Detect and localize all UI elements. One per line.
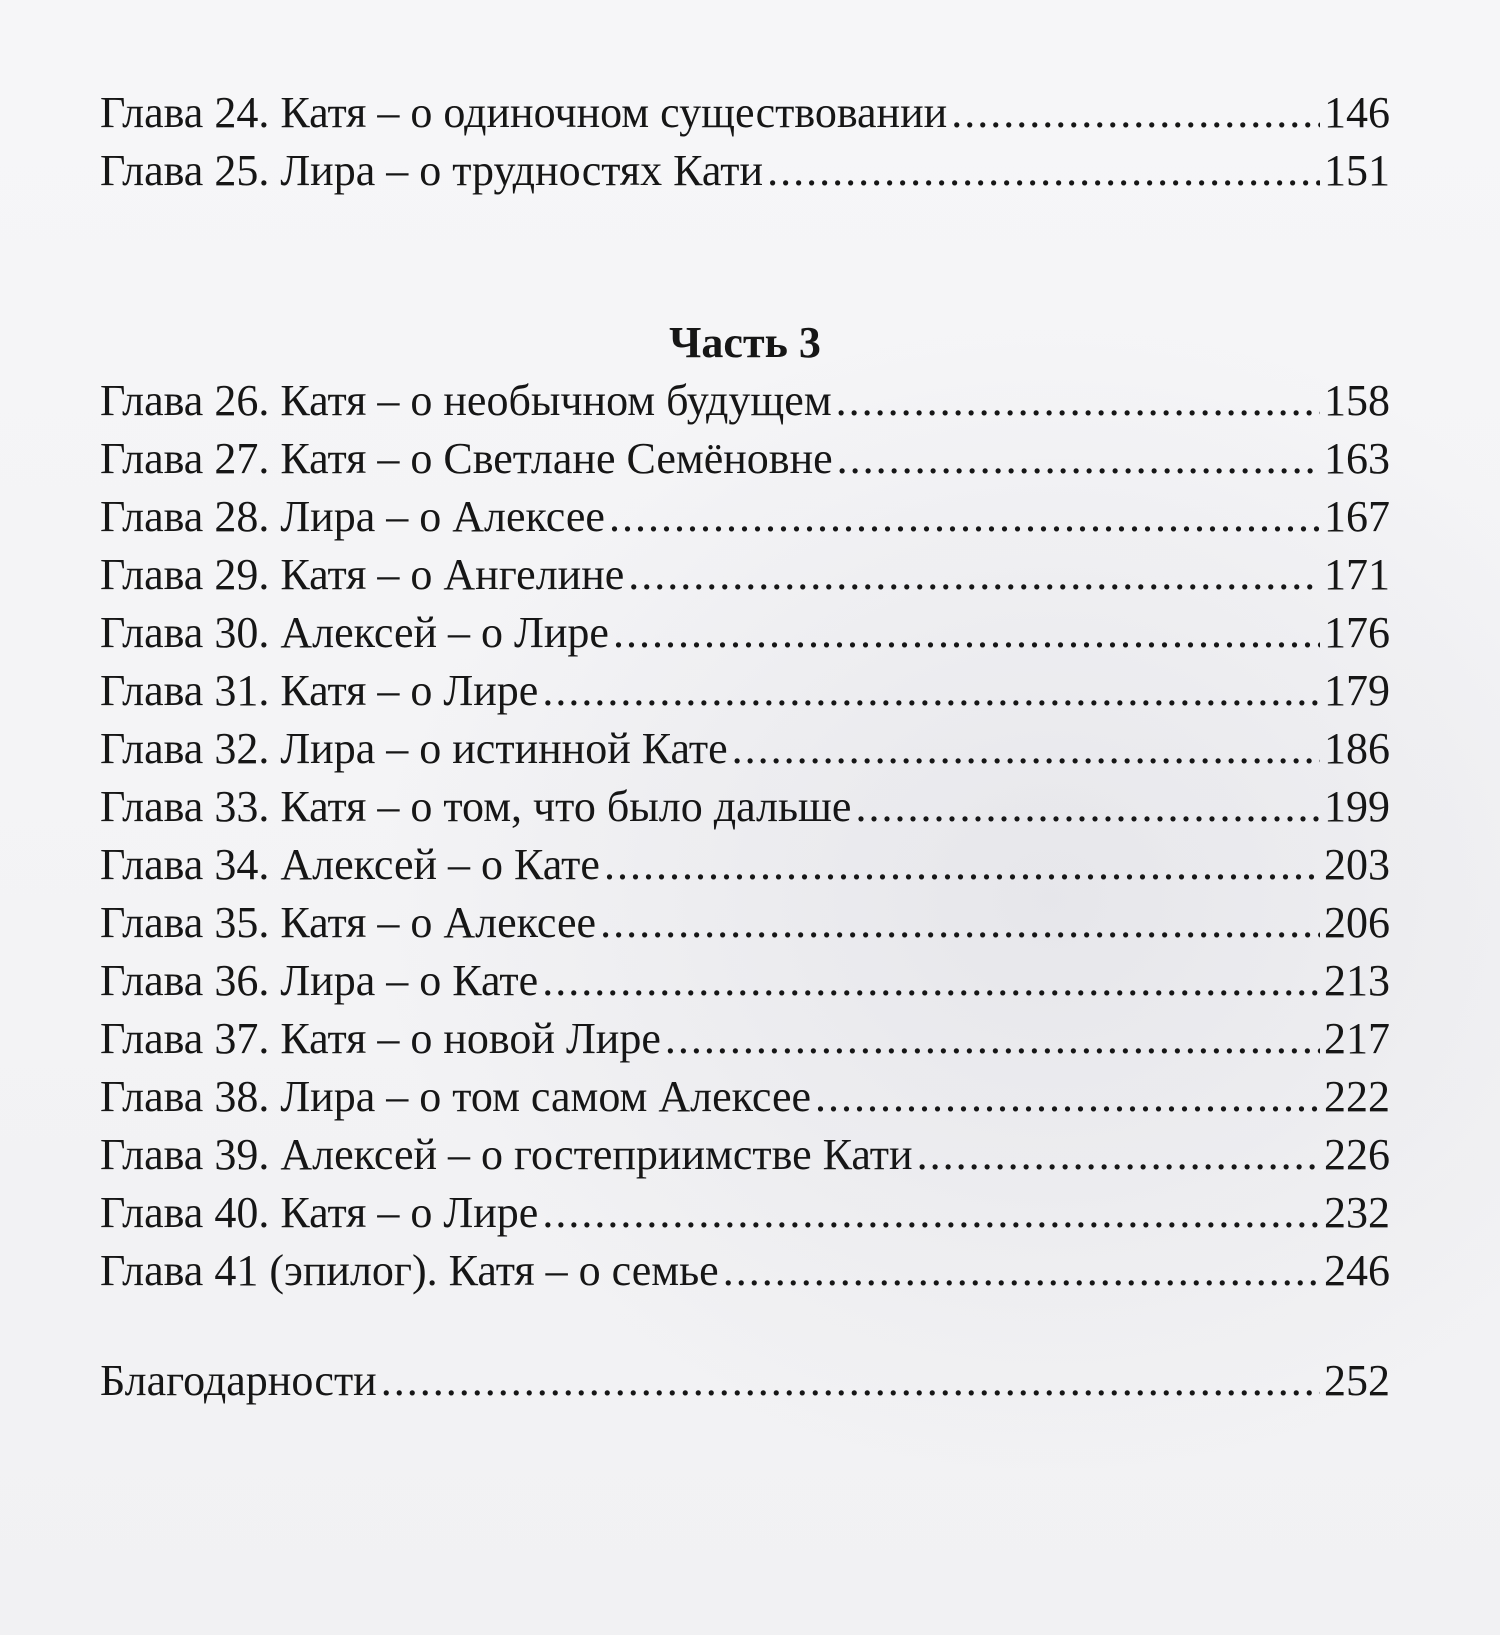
toc-dot-leader	[732, 720, 1320, 778]
toc-entry-title: Глава 26. Катя – о необычном будущем	[100, 376, 832, 425]
toc-entry-title: Глава 32. Лира – о истинной Кате	[100, 724, 728, 773]
toc-entry-page: 176	[1324, 608, 1390, 657]
toc-entry-page: 171	[1324, 550, 1390, 599]
toc-entry-title: Глава 24. Катя – о одиночном существовании	[100, 88, 948, 137]
toc-entry-page: 252	[1324, 1356, 1390, 1405]
toc-entry	[100, 430, 1390, 488]
toc-entry-page: 203	[1324, 840, 1390, 889]
toc-entry	[100, 604, 1390, 662]
toc-entry-page: 146	[1324, 88, 1390, 137]
toc-entry-title: Глава 27. Катя – о Светлане Семёновне	[100, 434, 833, 483]
toc-dot-leader	[613, 604, 1320, 662]
toc-entry-title: Благодарности	[100, 1356, 377, 1405]
toc-entry	[100, 894, 1390, 952]
toc-dot-leader	[609, 488, 1320, 546]
toc-dot-leader	[600, 894, 1320, 952]
toc-entry-title: Глава 40. Катя – о Лире	[100, 1188, 539, 1237]
toc-dot-leader	[836, 372, 1320, 430]
toc-entry-page: 199	[1324, 782, 1390, 831]
toc-dot-leader	[951, 84, 1320, 142]
toc-dot-leader	[665, 1010, 1320, 1068]
toc-entry-page: 186	[1324, 724, 1390, 773]
toc-entry-title: Глава 39. Алексей – о гостеприимстве Кати	[100, 1130, 913, 1179]
toc-dot-leader	[837, 430, 1320, 488]
toc-dot-leader	[723, 1242, 1320, 1300]
toc-entry-page: 167	[1324, 492, 1390, 541]
toc-entry-page: 179	[1324, 666, 1390, 715]
toc-entry-page: 246	[1324, 1246, 1390, 1295]
toc-dot-leader	[542, 662, 1320, 720]
toc-entry-title: Глава 31. Катя – о Лире	[100, 666, 539, 715]
toc-dot-leader	[542, 1184, 1320, 1242]
toc-entry-page: 222	[1324, 1072, 1390, 1121]
toc-dot-leader	[628, 546, 1320, 604]
toc-entry-title: Глава 38. Лира – о том самом Алексее	[100, 1072, 812, 1121]
toc-dot-leader	[815, 1068, 1320, 1126]
toc-entry	[100, 488, 1390, 546]
toc-dot-leader	[855, 778, 1320, 836]
toc-part3	[100, 314, 1390, 1300]
toc-entry-title: Глава 30. Алексей – о Лире	[100, 608, 609, 657]
toc-part2-tail	[100, 84, 1390, 200]
toc-entry	[100, 662, 1390, 720]
toc-entry	[100, 1242, 1390, 1300]
toc-dot-leader	[381, 1352, 1320, 1410]
toc-entry-page: 158	[1324, 376, 1390, 425]
toc-entry	[100, 1068, 1390, 1126]
toc-entry	[100, 84, 1390, 142]
toc-entry-title: Глава 37. Катя – о новой Лире	[100, 1014, 661, 1063]
toc-entry	[100, 142, 1390, 200]
toc-entry	[100, 720, 1390, 778]
toc-entry	[100, 778, 1390, 836]
toc-entry	[100, 546, 1390, 604]
toc-entry-title: Глава 41 (эпилог). Катя – о семье	[100, 1246, 719, 1295]
toc-entry-page: 213	[1324, 956, 1390, 1005]
toc-entry	[100, 836, 1390, 894]
toc-entry-page: 206	[1324, 898, 1390, 947]
toc-dot-leader	[767, 142, 1320, 200]
toc-entry	[100, 1352, 1390, 1410]
toc-entry-page: 163	[1324, 434, 1390, 483]
toc-entry-title: Глава 36. Лира – о Кате	[100, 956, 539, 1005]
toc-entry-title: Глава 35. Катя – о Алексее	[100, 898, 597, 947]
toc-entry-title: Глава 25. Лира – о трудностях Кати	[100, 146, 764, 195]
toc-entry	[100, 372, 1390, 430]
part-heading: Часть 3	[669, 318, 821, 367]
toc-entry-page: 226	[1324, 1130, 1390, 1179]
toc-entry-title: Глава 29. Катя – о Ангелине	[100, 550, 625, 599]
toc-entry-title: Глава 28. Лира – о Алексее	[100, 492, 605, 541]
toc-entry-title: Глава 33. Катя – о том, что было дальше	[100, 782, 852, 831]
toc-entry-page: 232	[1324, 1188, 1390, 1237]
toc-entry	[100, 1010, 1390, 1068]
toc-entry-title: Глава 34. Алексей – о Кате	[100, 840, 600, 889]
toc-entry	[100, 952, 1390, 1010]
toc-dot-leader	[604, 836, 1320, 894]
toc-entry-page: 151	[1324, 146, 1390, 195]
toc-acknowledgements	[100, 1352, 1390, 1410]
toc-dot-leader	[917, 1126, 1320, 1184]
toc-entry	[100, 1126, 1390, 1184]
toc-entry-page: 217	[1324, 1014, 1390, 1063]
toc-entry	[100, 1184, 1390, 1242]
toc-dot-leader	[542, 952, 1320, 1010]
